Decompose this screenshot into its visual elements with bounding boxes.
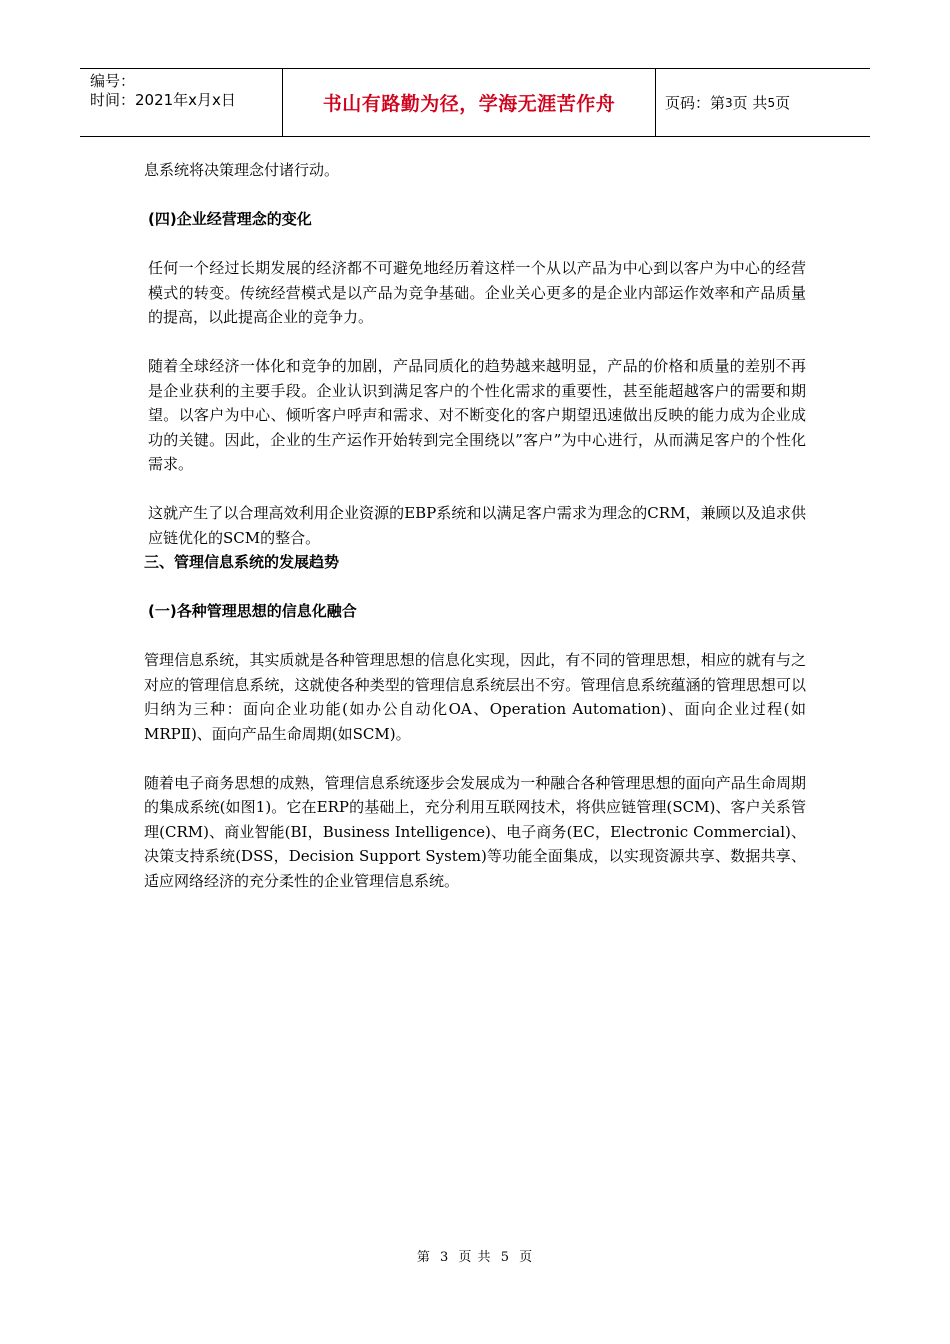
date-label: 时间：2021年x月x日: [90, 91, 236, 109]
paragraph: 任何一个经过长期发展的经济都不可避免地经历着这样一个从以产品为中心到以客户为中心的经营模式的转变。传统经营模式是以产品为竞争基础。企业关心更多的是企业内部运作效率和产品质量的提高，以此提高企业的竞争力。: [148, 259, 806, 326]
header-motto: 书山有路勤为径，学海无涯苦作舟: [282, 69, 656, 136]
paragraph: 管理信息系统，其实质就是各种管理思想的信息化实现，因此，有不同的管理思想，相应的就有与之对应的管理信息系统，这就使各种类型的管理信息系统层出不穷。管理信息系统蕴涵的管理思想可以归纳为三种：面向企业功能(如办公自动化OA、Operation Automation)、面向企业过程(如MRPⅡ)、面向产品生命周期(如SCM)。: [144, 651, 806, 743]
paragraph: 随着全球经济一体化和竞争的加剧，产品同质化的趋势越来越明显，产品的价格和质量的差别不再是企业获利的主要手段。企业认识到满足客户的个性化需求的重要性，甚至能超越客户的需要和期望。以客户为中心、倾听客户呼声和需求、对不断变化的客户期望迅速做出反映的能力成为企业成功的关键。因此，企业的生产运作开始转到完全围绕以”客户”为中心进行，从而满足客户的个性化需求。: [148, 357, 806, 473]
footer-total: 5: [500, 1250, 510, 1265]
page-total: 5: [767, 95, 776, 110]
header-meta: [80, 69, 282, 136]
paragraph: 随着电子商务思想的成熟，管理信息系统逐步会发展成为一种融合各种管理思想的面向产品生命周期的集成系统(如图1)。它在ERP的基础上，充分利用互联网技术，将供应链管理(SCM)、客户关系管理(CRM)、商业智能(BI，Business Intelligence)、电子商务(EC，Electronic Commercial)、 决策支持系统(DSS，Decision Support System)等功能全面集成，以实现资源共享、数据共享、适应网络经济的充分柔性的企业管理信息系统。: [144, 773, 806, 890]
chapter-heading: 三、管理信息系统的发展趋势: [144, 553, 340, 571]
header-page-number: [656, 69, 870, 136]
document-body: [144, 158, 806, 893]
code-label: 编号：: [90, 72, 136, 90]
page-prefix: 页码：第: [665, 94, 726, 112]
footer-current: 3: [440, 1250, 450, 1265]
page-footer: [0, 1246, 950, 1265]
page-header: [80, 68, 870, 137]
footer-suffix: 页: [519, 1250, 534, 1265]
paragraph: 这就产生了以合理高效利用企业资源的EBP系统和以满足客户需求为理念的CRM，兼顾以及追求供应链优化的SCM的整合。: [148, 504, 806, 547]
paragraph: 息系统将决策理念付诸行动。: [144, 161, 340, 179]
footer-mid: 页 共: [458, 1250, 492, 1265]
page-mid: 页 共: [732, 94, 768, 112]
page-suffix: 页: [775, 94, 791, 112]
section-heading: (一)各种管理思想的信息化融合: [148, 602, 357, 620]
footer-prefix: 第: [416, 1250, 431, 1265]
section-heading: (四)企业经营理念的变化: [148, 210, 312, 228]
page-current: 3: [725, 95, 733, 110]
